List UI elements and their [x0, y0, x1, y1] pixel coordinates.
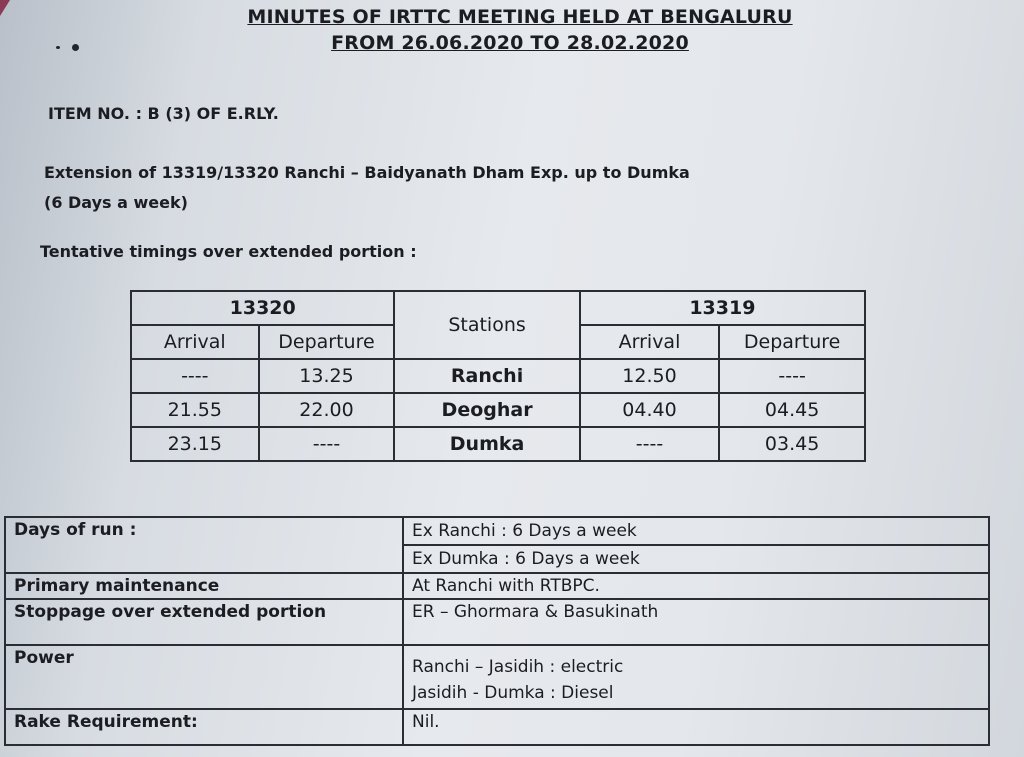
table-cell: 21.55 — [131, 393, 259, 427]
station-name: Deoghar — [394, 393, 579, 427]
table-cell: 04.45 — [719, 393, 865, 427]
timings-table — [130, 290, 866, 462]
table-row — [5, 709, 989, 745]
stations-header: Stations — [394, 291, 579, 359]
table-row — [5, 517, 989, 573]
table-cell: ---- — [719, 359, 865, 393]
page-title: MINUTES OF IRTTC MEETING HELD AT BENGALURU — [247, 6, 793, 28]
days-of-run-label: Days of run : — [5, 517, 403, 573]
departure-header: Departure — [719, 325, 865, 359]
table-cell: 04.40 — [580, 393, 720, 427]
arrival-header: Arrival — [580, 325, 720, 359]
rake-requirement-label: Rake Requirement: — [5, 709, 403, 745]
corner-mark — [0, 0, 10, 16]
power-ranchi-jasidih: Ranchi – Jasidih : electric — [412, 657, 624, 677]
days-of-run-dumka: Ex Dumka : 6 Days a week — [404, 544, 988, 572]
table-cell: ---- — [131, 359, 259, 393]
table-row — [5, 573, 989, 599]
table-cell: 23.15 — [131, 427, 259, 461]
train-13320-header: 13320 — [131, 291, 394, 325]
ink-dot — [72, 44, 79, 51]
arrival-header: Arrival — [131, 325, 259, 359]
primary-maintenance-value: At Ranchi with RTBPC. — [403, 573, 989, 599]
station-name: Ranchi — [394, 359, 579, 393]
table-row — [131, 359, 865, 393]
ink-dot — [56, 46, 60, 49]
rake-requirement-value: Nil. — [403, 709, 989, 745]
page-subtitle: FROM 26.06.2020 TO 28.02.2020 — [331, 32, 689, 54]
train-13319-header: 13319 — [580, 291, 865, 325]
table-row — [5, 599, 989, 645]
table-cell: 13.25 — [259, 359, 395, 393]
table-cell: 22.00 — [259, 393, 395, 427]
days-of-run-ranchi: Ex Ranchi : 6 Days a week — [412, 521, 637, 541]
subject-line-2: (6 Days a week) — [44, 193, 188, 212]
power-jasidih-dumka: Jasidih - Dumka : Diesel — [412, 683, 614, 703]
table-cell: ---- — [259, 427, 395, 461]
primary-maintenance-label: Primary maintenance — [5, 573, 403, 599]
table-cell: 12.50 — [580, 359, 720, 393]
table-row — [131, 427, 865, 461]
subject — [44, 158, 690, 218]
item-number: ITEM NO. : B (3) OF E.RLY. — [48, 104, 279, 123]
power-label: Power — [5, 645, 403, 709]
tentative-timings-label: Tentative timings over extended portion : — [40, 242, 417, 261]
departure-header: Departure — [259, 325, 395, 359]
subject-line-1: Extension of 13319/13320 Ranchi – Baidyanath Dham Exp. up to Dumka — [44, 163, 690, 182]
days-of-run-value — [403, 517, 989, 573]
stoppage-label: Stoppage over extended portion — [5, 599, 403, 645]
station-name: Dumka — [394, 427, 579, 461]
power-value — [403, 645, 989, 709]
table-cell: 03.45 — [719, 427, 865, 461]
table-cell: ---- — [580, 427, 720, 461]
run-details-table — [4, 516, 990, 746]
stoppage-value: ER – Ghormara & Basukinath — [403, 599, 989, 645]
table-row — [5, 645, 989, 709]
table-row — [131, 393, 865, 427]
